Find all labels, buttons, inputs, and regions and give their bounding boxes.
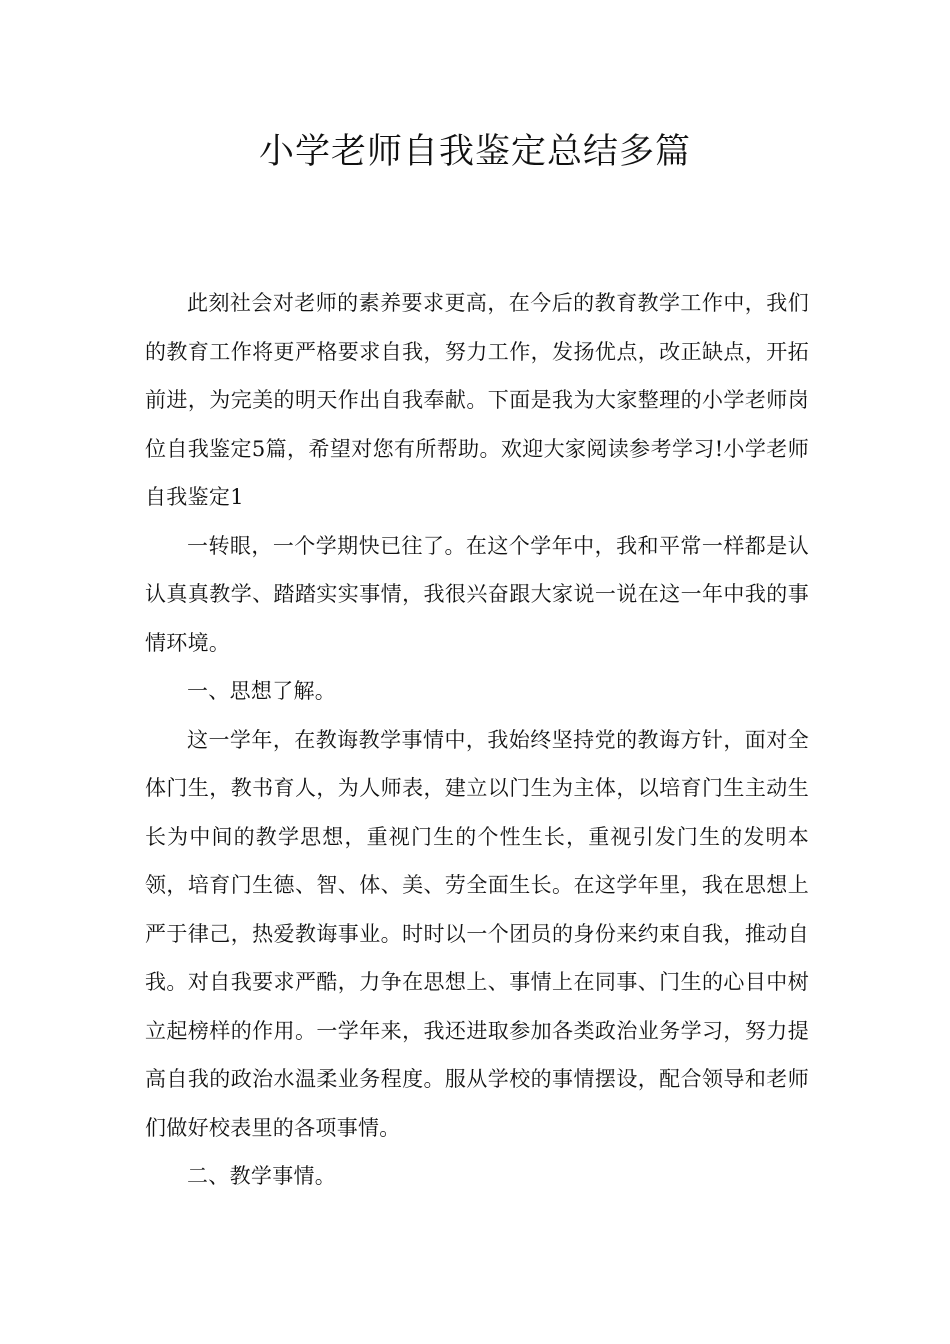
paragraph-opening: 一转眼，一个学期快已往了。在这个学年中，我和平常一样都是认认真真教学、踏踏实实事情，我很兴奋跟大家说一说在这一年中我的事情环境。 <box>145 533 809 655</box>
document-title: 小学老师自我鉴定总结多篇 <box>258 132 691 172</box>
paragraph-intro: 此刻社会对老师的素养要求更高，在今后的教育教学工作中，我们的教育工作将更严格要求自我，努力工作，发扬优点，改正缺点，开拓前进，为完美的明天作出自我奉献。下面是我为大家整理的小学老师岗位自我鉴定5篇，希望对您有所帮助。欢迎大家阅读参考学习!小学老师自我鉴定1 <box>145 291 809 509</box>
paragraph-thought: 这一学年，在教诲教学事情中，我始终坚持党的教诲方针，面对全体门生，教书育人，为人师表，建立以门生为主体，以培育门生主动生长为中间的教学思想，重视门生的个性生长，重视引发门生的发明本领，培育门生德、智、体、美、劳全面生长。在这学年里，我在思想上严于律己，热爱教诲事业。时时以一个团员的身份来约束自我，推动自我。对自我要求严酷，力争在思想上、事情上在同事、门生的心目中树立起榜样的作用。一学年来，我还进取参加各类政治业务学习，努力提高自我的政治水温柔业务程度。服从学校的事情摆设，配合领导和老师们做好校表里的各项事情。 <box>145 727 809 1140</box>
section-heading-teaching: 二、教学事情。 <box>187 1164 337 1188</box>
section-heading-thought: 一、思想了解。 <box>187 679 337 703</box>
document-body <box>145 279 809 1201</box>
